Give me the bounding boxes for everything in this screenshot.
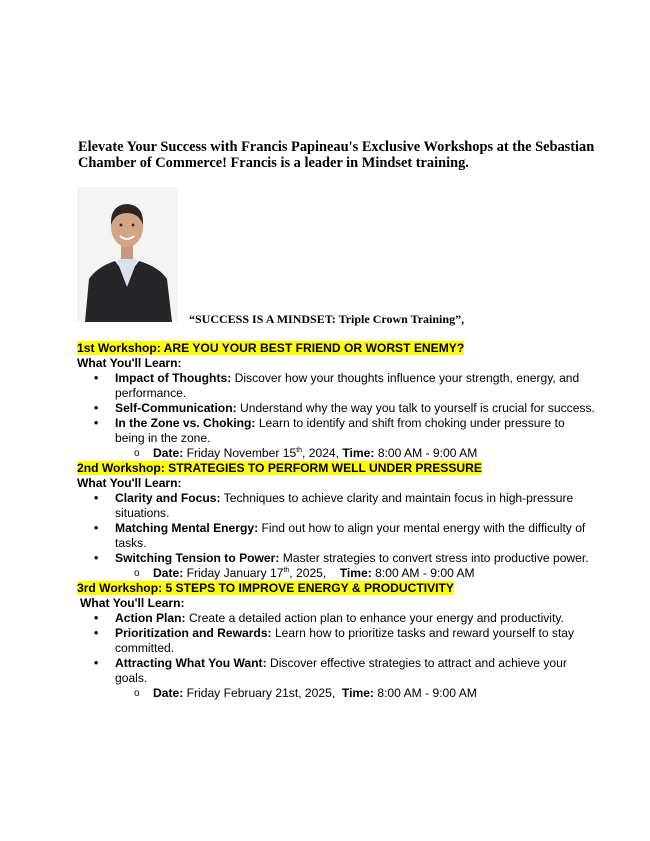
- workshop-1: [77, 341, 597, 461]
- workshops-section: [77, 341, 597, 701]
- learn-label: What You'll Learn:: [77, 476, 182, 490]
- circle-bullet-icon: o: [134, 688, 140, 699]
- workshop-date: o Date: Friday January 17th, 2025, Time: 8:00 AM - 9:00 AM: [134, 566, 475, 580]
- speaker-portrait-image: [77, 187, 178, 322]
- list-item: • Impact of Thoughts: Discover how your thoughts influence your strength, energy, and performance.: [94, 371, 580, 400]
- bullet-icon: •: [94, 656, 99, 670]
- circle-bullet-icon: o: [134, 448, 140, 459]
- list-item: • In the Zone vs. Choking: Learn to identify and shift from choking under pressure to being in the zone.: [94, 416, 565, 445]
- bullet-icon: •: [94, 416, 99, 430]
- page-title: Elevate Your Success with Francis Papineau's Exclusive Workshops at the Sebastian Chamber of Commerce! Francis is a leader in Mindset training.: [78, 139, 595, 171]
- learn-list: [77, 491, 597, 566]
- list-item: • Action Plan: Create a detailed action plan to enhance your energy and productivity.: [94, 611, 564, 625]
- workshop-date: o Date: Friday November 15th, 2024, Time: 8:00 AM - 9:00 AM: [134, 446, 478, 460]
- list-item: • Attracting What You Want: Discover effective strategies to attract and achieve your goals.: [94, 656, 567, 685]
- workshop-date: o Date: Friday February 21st, 2025, Time: 8:00 AM - 9:00 AM: [134, 686, 477, 700]
- bullet-icon: •: [94, 521, 99, 535]
- workshop-2: [77, 461, 597, 581]
- workshop-heading: 2nd Workshop: STRATEGIES TO PERFORM WELL UNDER PRESSURE: [77, 461, 482, 475]
- workshop-heading: 3rd Workshop: 5 STEPS TO IMPROVE ENERGY & PRODUCTIVITY: [77, 581, 454, 595]
- list-item: • Prioritization and Rewards: Learn how to prioritize tasks and reward yourself to stay committed.: [94, 626, 575, 655]
- program-quote: “SUCCESS IS A MINDSET: Triple Crown Training”,: [189, 312, 465, 326]
- circle-bullet-icon: o: [134, 568, 140, 579]
- list-item: • Clarity and Focus: Techniques to achieve clarity and maintain focus in high-pressure situations.: [94, 491, 574, 520]
- bullet-icon: •: [94, 491, 99, 505]
- workshop-heading: 1st Workshop: ARE YOU YOUR BEST FRIEND OR WORST ENEMY?: [77, 341, 465, 355]
- bullet-icon: •: [94, 551, 99, 565]
- list-item: • Self-Communication: Understand why the way you talk to yourself is crucial for success.: [94, 401, 595, 415]
- learn-label: What You'll Learn:: [80, 596, 185, 610]
- speaker-photo: [77, 187, 178, 322]
- bullet-icon: •: [94, 401, 99, 415]
- bullet-icon: •: [94, 371, 99, 385]
- list-item: • Switching Tension to Power: Master strategies to convert stress into productive power.: [94, 551, 589, 565]
- bullet-icon: •: [94, 626, 99, 640]
- workshop-3: [77, 581, 597, 701]
- learn-list: [77, 371, 597, 446]
- learn-list: [77, 611, 597, 686]
- bullet-icon: •: [94, 611, 99, 625]
- learn-label: What You'll Learn:: [77, 356, 182, 370]
- list-item: • Matching Mental Energy: Find out how to align your mental energy with the difficulty of tasks.: [94, 521, 586, 550]
